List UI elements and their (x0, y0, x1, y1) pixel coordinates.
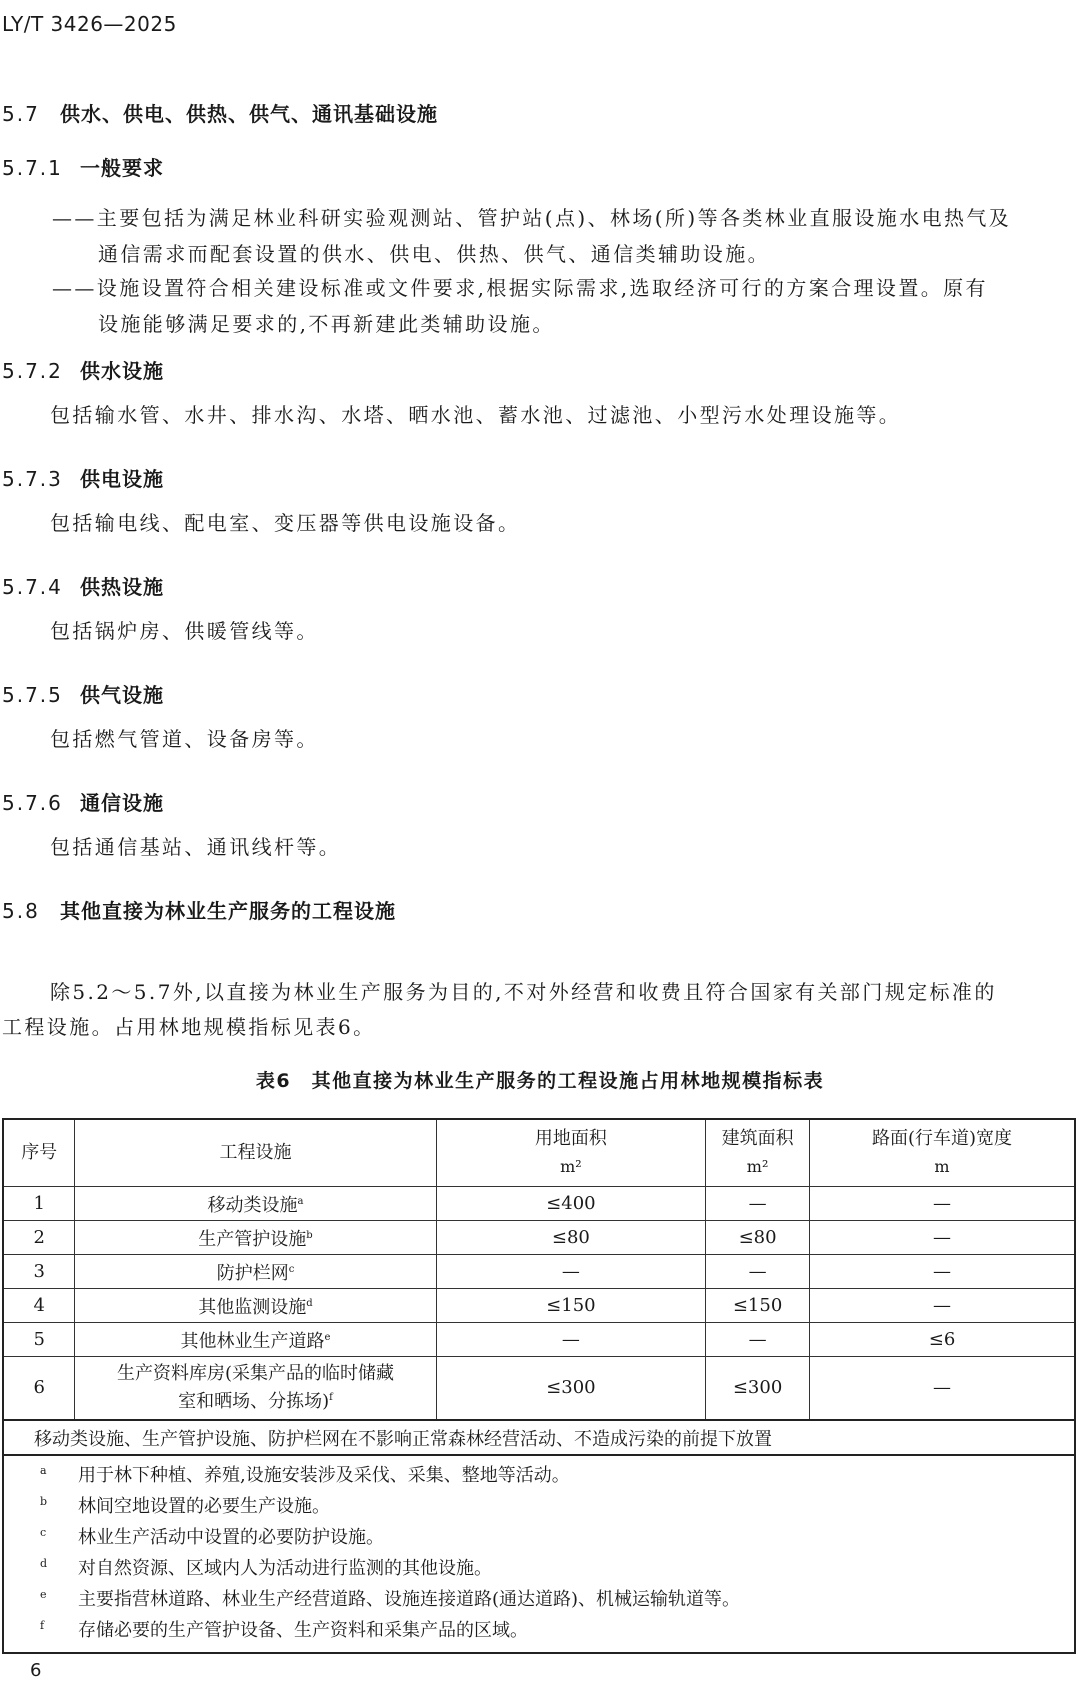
cell-road: — (810, 1255, 1075, 1289)
section-title: 通信设施 (80, 791, 164, 815)
list-item-line: 设施能够满足要求的,不再新建此类辅助设施。 (98, 312, 555, 336)
paragraph: 包括通信基站、通讯线杆等。 (50, 835, 342, 859)
cell-build: — (706, 1187, 810, 1221)
header-land-label: 用地面积 (534, 1128, 607, 1149)
section-5-7-6-heading (2, 787, 164, 816)
footnote: d 对自然资源、区域内人为活动进行监测的其他设施。 (40, 1557, 492, 1579)
header-land-unit: m² (560, 1157, 582, 1176)
header-facility: 工程设施 (75, 1119, 436, 1187)
footnote-mark: c (288, 1263, 295, 1275)
facility-name: 生产管护设施 (198, 1228, 307, 1250)
section-title: 供水设施 (80, 359, 164, 383)
table-row (3, 1357, 1075, 1421)
section-5-7-heading (2, 98, 438, 127)
cell-build: — (706, 1255, 810, 1289)
table-title: 表6 其他直接为林业生产服务的工程设施占用林地规模指标表 (255, 1070, 825, 1092)
section-5-7-3-heading (2, 463, 164, 492)
cell-facility (75, 1187, 436, 1221)
footnote-text: 对自然资源、区域内人为活动进行监测的其他设施。 (78, 1558, 492, 1579)
section-title: 供电设施 (80, 467, 164, 491)
section-5-7-1-heading (2, 152, 164, 181)
footnote: e 主要指营林道路、林业生产经营道路、设施连接道路(通达道路)、机械运输轨道等。 (40, 1588, 741, 1610)
footnote: a 用于林下种植、养殖,设施安装涉及采伐、采集、整地等活动。 (40, 1464, 570, 1486)
header-road-width (810, 1119, 1075, 1187)
footnote: f 存储必要的生产管护设备、生产资料和采集产品的区域。 (40, 1619, 528, 1641)
cell-land: — (436, 1255, 706, 1289)
section-number: 5.7.4 (2, 575, 63, 599)
table-row (3, 1255, 1075, 1289)
cell-facility (75, 1323, 436, 1357)
list-item-line: ——主要包括为满足林业科研实验观测站、管护站(点)、林场(所)等各类林业直服设施水电热气及 (52, 206, 1012, 230)
table-remark-row (3, 1420, 1075, 1455)
cell-facility (75, 1289, 436, 1323)
section-title: 一般要求 (80, 156, 164, 180)
header-building-area (706, 1119, 810, 1187)
paragraph: 包括燃气管道、设备房等。 (50, 727, 319, 751)
cell-no: 2 (3, 1221, 75, 1255)
list-item-line: 通信需求而配套设置的供水、供电、供热、供气、通信类辅助设施。 (98, 242, 770, 266)
cell-land: ≤400 (436, 1187, 706, 1221)
footnote-mark: f (329, 1392, 333, 1403)
facility-name-line: 生产资料库房(采集产品的临时储藏 (116, 1363, 395, 1384)
cell-no: 3 (3, 1255, 75, 1289)
table-remark: 移动类设施、生产管护设施、防护栏网在不影响正常森林经营活动、不造成污染的前提下放置 (3, 1420, 1075, 1455)
cell-facility (75, 1357, 436, 1421)
cell-road: ≤6 (810, 1323, 1075, 1357)
cell-build: — (706, 1323, 810, 1357)
section-5-7-2-heading (2, 355, 164, 384)
header-build-label: 建筑面积 (721, 1128, 794, 1149)
cell-build: ≤150 (706, 1289, 810, 1323)
table-row (3, 1289, 1075, 1323)
section-number: 5.7.1 (2, 156, 63, 180)
paragraph: 包括锅炉房、供暖管线等。 (50, 619, 319, 643)
table-row (3, 1323, 1075, 1357)
footnote-mark: e (324, 1331, 331, 1343)
section-number: 5.7 (2, 102, 40, 126)
table-row (3, 1221, 1075, 1255)
facility-name: 防护栏网 (216, 1262, 289, 1284)
cell-road: — (810, 1289, 1075, 1323)
footnote-text: 主要指营林道路、林业生产经营道路、设施连接道路(通达道路)、机械运输轨道等。 (78, 1589, 741, 1610)
header-land-area (436, 1119, 706, 1187)
section-title: 供热设施 (80, 575, 164, 599)
cell-no: 6 (3, 1357, 75, 1421)
section-number: 5.8 (2, 899, 40, 923)
cell-build: ≤80 (706, 1221, 810, 1255)
cell-road: — (810, 1187, 1075, 1221)
footnote-text: 用于林下种植、养殖,设施安装涉及采伐、采集、整地等活动。 (78, 1465, 570, 1486)
footnote-mark: b (306, 1229, 313, 1241)
section-5-7-4-heading (2, 571, 164, 600)
footnote-mark: a (297, 1195, 304, 1207)
list-item (52, 270, 1072, 342)
list-item-line: ——设施设置符合相关建设标准或文件要求,根据实际需求,选取经济可行的方案合理设置。原有 (52, 276, 988, 300)
header-no: 序号 (3, 1119, 75, 1187)
footnote: c 林业生产活动中设置的必要防护设施。 (40, 1526, 384, 1548)
section-title: 其他直接为林业生产服务的工程设施 (60, 899, 396, 923)
paragraph: 包括输电线、配电室、变压器等供电设施设备。 (50, 511, 521, 535)
section-5-7-5-heading (2, 679, 164, 708)
paragraph-line: 除5.2～5.7外,以直接为林业生产服务为目的,不对外经营和收费且符合国家有关部门规定标准的 (50, 980, 997, 1004)
facility-name: 移动类设施 (207, 1194, 298, 1216)
section-number: 5.7.6 (2, 791, 63, 815)
section-title: 供水、供电、供热、供气、通讯基础设施 (60, 102, 438, 126)
section-number: 5.7.3 (2, 467, 63, 491)
section-number: 5.7.2 (2, 359, 63, 383)
list-item (52, 200, 1072, 272)
paragraph: 包括输水管、水井、排水沟、水塔、晒水池、蓄水池、过滤池、小型污水处理设施等。 (50, 403, 902, 427)
section-number: 5.7.5 (2, 683, 63, 707)
section-5-8-heading (2, 895, 396, 924)
footnote-text: 林业生产活动中设置的必要防护设施。 (78, 1527, 384, 1548)
cell-land: ≤300 (436, 1357, 706, 1421)
header-build-unit: m² (746, 1157, 769, 1176)
cell-land: ≤150 (436, 1289, 706, 1323)
cell-build: ≤300 (706, 1357, 810, 1421)
footnote-text: 存储必要的生产管护设备、生产资料和采集产品的区域。 (78, 1620, 528, 1641)
section-title: 供气设施 (80, 683, 164, 707)
header-road-unit: m (934, 1157, 950, 1176)
table-row (3, 1187, 1075, 1221)
header-road-label: 路面(行车道)宽度 (871, 1128, 1013, 1149)
page-number: 6 (30, 1660, 42, 1681)
footnote-text: 林间空地设置的必要生产设施。 (78, 1496, 330, 1517)
cell-no: 5 (3, 1323, 75, 1357)
cell-facility (75, 1255, 436, 1289)
facility-name: 其他林业生产道路 (180, 1330, 325, 1352)
facility-name-line: 室和晒场、分拣场) (178, 1391, 330, 1412)
table-footnotes (3, 1455, 1075, 1653)
footnote: b 林间空地设置的必要生产设施。 (40, 1495, 330, 1517)
paragraph-line: 工程设施。占用林地规模指标见表6。 (2, 1015, 376, 1039)
standard-number: LY/T 3426—2025 (2, 12, 177, 36)
table-header-row (3, 1119, 1075, 1187)
cell-no: 1 (3, 1187, 75, 1221)
footnote-mark: d (306, 1297, 313, 1309)
facility-land-use-table (2, 1118, 1076, 1654)
cell-facility (75, 1221, 436, 1255)
cell-land: — (436, 1323, 706, 1357)
cell-no: 4 (3, 1289, 75, 1323)
facility-name: 其他监测设施 (198, 1296, 307, 1318)
cell-road: — (810, 1357, 1075, 1421)
table-notes-row (3, 1455, 1075, 1653)
cell-land: ≤80 (436, 1221, 706, 1255)
cell-road: — (810, 1221, 1075, 1255)
